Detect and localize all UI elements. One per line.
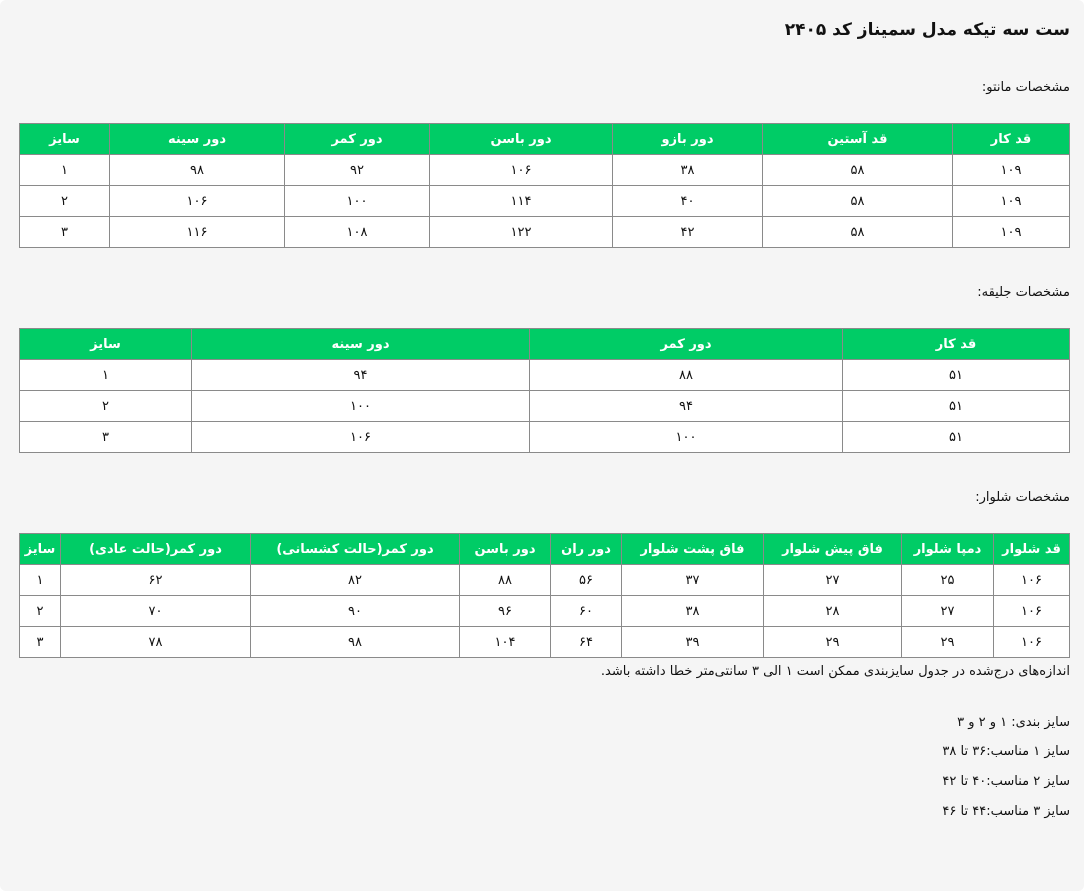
column-header: قد آستین [763,124,953,155]
table-cell: ۲۷ [764,565,902,596]
table-cell: ۱۰۰ [285,186,430,217]
column-header: دور باسن [460,534,551,565]
table-cell: ۳ [20,217,110,248]
tolerance-note: اندازه‌های درج‌شده در جدول سایزبندی ممکن است ۱ الی ۳ سانتی‌متر خطا داشته باشد. [600,664,1070,679]
column-header: دور کمر [285,124,430,155]
table-row [20,391,1070,422]
table-cell: ۱۰۸ [285,217,430,248]
table-cell: ۱۰۶ [192,422,530,453]
table-cell: ۱۰۰ [192,391,530,422]
table-cell: ۵۱ [843,391,1070,422]
column-header: فاق پشت شلوار [622,534,764,565]
manto-section-label: مشخصات مانتو: [981,80,1070,95]
column-header: دور ران [551,534,622,565]
table-cell: ۲۵ [902,565,994,596]
table-cell: ۱۰۶ [110,186,285,217]
table-cell: ۳۹ [622,627,764,658]
table-cell: ۱۰۶ [430,155,613,186]
page-title: ست سه تیکه مدل سمیناز کد ۲۴۰۵ [784,20,1070,40]
table-cell: ۷۰ [61,596,251,627]
column-header: سایز [20,329,192,360]
table-cell: ۹۰ [251,596,460,627]
column-header: دور باسن [430,124,613,155]
table-cell: ۱۰۹ [953,186,1070,217]
column-header: دور بازو [613,124,763,155]
table-row [20,422,1070,453]
table-cell: ۳ [20,422,192,453]
table-cell: ۴۰ [613,186,763,217]
table-cell: ۳۸ [613,155,763,186]
table-cell: ۹۸ [251,627,460,658]
table-row [20,186,1070,217]
table-cell: ۷۸ [61,627,251,658]
pants-section-label: مشخصات شلوار: [975,490,1070,505]
table-cell: ۴۲ [613,217,763,248]
table-cell: ۹۲ [285,155,430,186]
table-cell: ۵۸ [763,217,953,248]
pants-size-table [19,533,1070,658]
table-cell: ۲۸ [764,596,902,627]
table-cell: ۶۴ [551,627,622,658]
manto-size-table [19,123,1070,248]
table-cell: ۹۴ [192,360,530,391]
table-cell: ۳۷ [622,565,764,596]
table-cell: ۱ [20,360,192,391]
column-header: دور کمر [530,329,843,360]
table-cell: ۹۶ [460,596,551,627]
table-cell: ۲۹ [764,627,902,658]
column-header: فاق پیش شلوار [764,534,902,565]
table-cell: ۱۰۶ [994,565,1070,596]
table-cell: ۱۱۶ [110,217,285,248]
table-row [20,360,1070,391]
table-cell: ۲ [20,186,110,217]
table-cell: ۵۱ [843,422,1070,453]
vest-size-table [19,328,1070,453]
table-cell: ۵۸ [763,155,953,186]
table-cell: ۸۸ [530,360,843,391]
size-1-note: سایز ۱ مناسب:۳۶ تا ۳۸ [942,744,1070,759]
column-header: دور کمر(حالت کشسانی) [251,534,460,565]
table-cell: ۲ [20,391,192,422]
table-cell: ۸۸ [460,565,551,596]
table-cell: ۱۱۴ [430,186,613,217]
table-cell: ۲ [20,596,61,627]
table-row [20,565,1070,596]
column-header: قد کار [843,329,1070,360]
table-cell: ۹۸ [110,155,285,186]
column-header: سایز [20,124,110,155]
size-3-note: سایز ۳ مناسب:۴۴ تا ۴۶ [942,804,1070,819]
sizing-note: سایز بندی: ۱ و ۲ و ۳ [957,715,1070,730]
table-cell: ۲۷ [902,596,994,627]
table-cell: ۶۰ [551,596,622,627]
column-header: قد شلوار [994,534,1070,565]
column-header: دور سینه [192,329,530,360]
table-cell: ۵۱ [843,360,1070,391]
table-cell: ۱۰۴ [460,627,551,658]
table-row [20,217,1070,248]
table-cell: ۳ [20,627,61,658]
table-cell: ۲۹ [902,627,994,658]
table-header-row [20,124,1070,155]
table-cell: ۵۸ [763,186,953,217]
column-header: قد کار [953,124,1070,155]
table-cell: ۹۴ [530,391,843,422]
table-cell: ۱ [20,565,61,596]
column-header: دور سینه [110,124,285,155]
table-cell: ۱۰۹ [953,217,1070,248]
table-cell: ۱۰۶ [994,596,1070,627]
table-cell: ۳۸ [622,596,764,627]
column-header: دمپا شلوار [902,534,994,565]
vest-section-label: مشخصات جلیقه: [977,285,1070,300]
table-row [20,155,1070,186]
table-cell: ۱۰۰ [530,422,843,453]
table-row [20,627,1070,658]
table-cell: ۸۲ [251,565,460,596]
table-cell: ۶۲ [61,565,251,596]
table-cell: ۵۶ [551,565,622,596]
table-cell: ۱۰۹ [953,155,1070,186]
size-2-note: سایز ۲ مناسب:۴۰ تا ۴۲ [942,774,1070,789]
table-header-row [20,329,1070,360]
table-header-row [20,534,1070,565]
table-cell: ۱ [20,155,110,186]
column-header: دور کمر(حالت عادی) [61,534,251,565]
table-cell: ۱۰۶ [994,627,1070,658]
column-header: سایز [20,534,61,565]
table-row [20,596,1070,627]
table-cell: ۱۲۲ [430,217,613,248]
